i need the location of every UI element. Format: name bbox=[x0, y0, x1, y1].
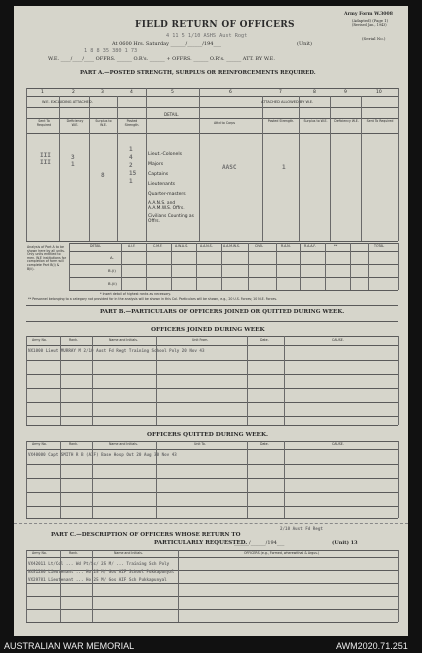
rule bbox=[26, 506, 398, 507]
rule bbox=[398, 336, 399, 425]
rule bbox=[276, 243, 277, 290]
we-line: W.E. ____/____/____ OFFRS. ______ O.R's. ______ + OFFRS. ______ O.R's. ______ ATT. BY W.E. bbox=[48, 56, 275, 62]
rule bbox=[325, 243, 326, 290]
part-b-heading: PART B.—PARTICULARS OF OFFICERS JOINED OR QUITTED DURING WEEK. bbox=[100, 309, 345, 315]
joined-col-header: CAUSE. bbox=[332, 338, 344, 342]
joined-col-header: Army No. bbox=[32, 338, 47, 342]
rule bbox=[398, 441, 399, 518]
col-number: 4 bbox=[130, 90, 133, 95]
rule bbox=[398, 550, 399, 622]
col-number: 10 bbox=[376, 90, 382, 95]
col-number: 3 bbox=[101, 90, 104, 95]
rule bbox=[26, 88, 27, 241]
quitted-col-header: CAUSE. bbox=[332, 442, 344, 446]
rule bbox=[26, 107, 398, 108]
sub-header: Posted Strength. bbox=[124, 119, 140, 127]
typed-part-c-row: NX51280 Lieutenant ... Ho 25 M/ Gos AIF School Pukkapunyal bbox=[28, 569, 175, 574]
analysis-header: CIVIL bbox=[255, 244, 264, 248]
rule bbox=[121, 243, 122, 290]
rule bbox=[368, 243, 369, 290]
rule bbox=[26, 416, 398, 417]
rule bbox=[248, 243, 249, 290]
sub-header: Deficiency W.E. bbox=[334, 119, 359, 123]
sub-header: Deficiency W.E. bbox=[66, 119, 84, 127]
rule bbox=[26, 241, 398, 242]
rule bbox=[26, 345, 398, 346]
rule bbox=[262, 96, 263, 241]
rank-label: Majors bbox=[148, 162, 164, 167]
analysis-row-label: B.(i) bbox=[108, 268, 116, 273]
unit-label: (Unit) bbox=[297, 41, 312, 47]
rule bbox=[89, 96, 90, 241]
rule bbox=[26, 88, 398, 89]
typed-part-a-col6: AASC bbox=[222, 164, 237, 171]
date-line: At 0600 Hrs. Saturday ______/______/194___ bbox=[112, 41, 221, 47]
rule bbox=[26, 441, 27, 518]
typed-part-c-row: VX42011 Lt/Col ... Wd Pt/Sc/ 25 M/ ... Training Sch Poly bbox=[28, 561, 170, 566]
rank-label: Lieutenants bbox=[148, 182, 176, 187]
form-sheet bbox=[14, 6, 408, 636]
rule bbox=[299, 96, 300, 241]
rule bbox=[26, 583, 398, 584]
typed-part-a-col4: 1 4 2 15 1 bbox=[129, 146, 137, 185]
analysis-row-label: A. bbox=[110, 255, 114, 260]
analysis-header: C.M.F. bbox=[153, 244, 163, 248]
quitted-col-header: Date. bbox=[260, 442, 269, 446]
col-number: 2 bbox=[72, 90, 75, 95]
rule bbox=[196, 243, 197, 290]
part-c-sub: PARTICULARLY REQUESTED. bbox=[154, 540, 248, 546]
rule bbox=[69, 251, 398, 252]
rule bbox=[26, 518, 398, 519]
serial-label: (Serial No.) bbox=[362, 36, 386, 41]
joined-col-header: Date. bbox=[260, 338, 269, 342]
joined-col-header: Rank. bbox=[69, 338, 78, 342]
rule bbox=[284, 336, 285, 425]
rule bbox=[26, 321, 398, 322]
part-c-col-header: Army No. bbox=[32, 551, 47, 555]
rule bbox=[284, 441, 285, 518]
rule bbox=[178, 550, 179, 622]
attached-label: ATTACHED ALLOWED BY W.E. bbox=[261, 100, 314, 104]
rule bbox=[398, 88, 399, 241]
rule bbox=[26, 492, 398, 493]
rule bbox=[26, 478, 398, 479]
joined-col-header: Unit From. bbox=[192, 338, 209, 342]
rule bbox=[69, 264, 398, 265]
rule bbox=[247, 336, 248, 425]
rule bbox=[199, 88, 200, 241]
sub-header: Sent To Required bbox=[366, 119, 394, 123]
fold-line bbox=[14, 523, 408, 524]
col-number: 7 bbox=[279, 90, 282, 95]
rule bbox=[398, 243, 399, 290]
analysis-row-label: B.(ii) bbox=[108, 281, 117, 286]
rank-label: A.A.N.S. and A.A.M.W.S. Offrs. bbox=[148, 201, 185, 211]
rule bbox=[26, 336, 27, 425]
detail-label: DETAIL. bbox=[164, 112, 180, 117]
rule bbox=[26, 449, 398, 450]
rule bbox=[26, 402, 398, 403]
rule bbox=[26, 336, 398, 337]
rule bbox=[26, 305, 398, 306]
joined-heading: OFFICERS JOINED DURING WEEK bbox=[151, 327, 265, 333]
rule bbox=[69, 277, 398, 278]
analysis-header: A.A.M.W.S. bbox=[223, 244, 240, 248]
sub-header: Attd to Corps bbox=[214, 121, 236, 125]
rule bbox=[330, 96, 331, 241]
typed-part-c-row: VX29781 Lieutenant ... Ho 25 M/ Gos AIF Sch Pukkapunyal bbox=[28, 577, 167, 582]
rule bbox=[26, 96, 398, 97]
typed-quitted-row: VX40000 Capt SMITH R B (AIF) Base Hosp Out 20 Aug 30 Nov 43 bbox=[28, 452, 177, 457]
part-c-col-header: Name and Initials. bbox=[114, 551, 143, 555]
rule bbox=[26, 550, 398, 551]
rule bbox=[146, 243, 147, 290]
col-number: 6 bbox=[229, 90, 232, 95]
analysis-header: A.I.F. bbox=[128, 244, 136, 248]
rule bbox=[26, 388, 398, 389]
rule bbox=[26, 622, 398, 623]
col-number: 5 bbox=[171, 90, 174, 95]
analysis-note: Analysis of Part A to be shown here by all units. Only units entitled to men. W.E institutions for completion of form will complete Part B(i) & B(ii). bbox=[27, 245, 67, 271]
quitted-col-header: Army No. bbox=[32, 442, 47, 446]
quitted-heading: OFFICERS QUITTED DURING WEEK. bbox=[147, 432, 269, 438]
footer-institution: AUSTRALIAN WAR MEMORIAL bbox=[4, 641, 135, 651]
typed-date-line: 4 11 5 1/10 ASHS Aust Rogt bbox=[166, 33, 248, 39]
rule bbox=[26, 464, 398, 465]
we-excl-label: W.E. EXCLUDING ATTACHED. bbox=[42, 100, 93, 104]
rule bbox=[26, 360, 398, 361]
col-number: 8 bbox=[313, 90, 316, 95]
rule bbox=[26, 425, 398, 426]
rule bbox=[26, 550, 27, 622]
typed-part-a-col7: 1 bbox=[282, 164, 286, 171]
sub-header: Sent To Required bbox=[36, 119, 52, 127]
part-c-col-header: OFFICERS (e.g., Formed, wherewithal & Argus.) bbox=[244, 551, 320, 555]
analysis-header: A.W.A.S. bbox=[175, 244, 189, 248]
part-c-heading: PART C.—DESCRIPTION OF OFFICERS WHOSE RETURN TO bbox=[51, 532, 241, 538]
rank-label: Captains bbox=[148, 172, 169, 177]
rule bbox=[26, 609, 398, 610]
rule bbox=[26, 596, 398, 597]
rule bbox=[300, 243, 301, 290]
form-title: FIELD RETURN OF OFFICERS bbox=[135, 20, 295, 30]
footnote: ** Personnel belonging to a category not provided for in the analysis will be shown in this Col. Particulars will be shown, e.g., 20 U.S. Forces; 10 N.E. Forces. bbox=[28, 297, 277, 301]
rule bbox=[117, 96, 118, 241]
form-number-adapted: (Adapted) (Page 1) bbox=[352, 18, 389, 23]
analysis-header: ** bbox=[334, 244, 338, 248]
typed-part-c-stamp: 2/10 Aust Fd Regt bbox=[280, 526, 323, 531]
col-number: 1 bbox=[41, 90, 44, 95]
rule bbox=[350, 243, 351, 290]
rule bbox=[26, 374, 398, 375]
analysis-header: A.A.N.S. bbox=[200, 244, 213, 248]
quitted-col-header: Name and Initials. bbox=[109, 442, 138, 446]
typed-part-a-col1: III III bbox=[40, 152, 51, 166]
analysis-header: R.A.N. bbox=[281, 244, 291, 248]
rule bbox=[361, 96, 362, 241]
joined-col-header: Name and Initials. bbox=[109, 338, 138, 342]
rule bbox=[59, 96, 60, 241]
typed-part-a-col2: 3 1 bbox=[71, 154, 75, 168]
quitted-col-header: Unit To. bbox=[194, 442, 206, 446]
part-c-col-header: Rank. bbox=[69, 551, 78, 555]
rule bbox=[171, 243, 172, 290]
rule bbox=[146, 88, 147, 241]
footnote: * Insert detail of highest ranks as necessary. bbox=[100, 292, 171, 296]
rank-label: Quarter-masters bbox=[148, 192, 186, 197]
analysis-header: R.A.A.F. bbox=[304, 244, 316, 248]
typed-part-a-col3: 8 bbox=[101, 172, 105, 179]
footer-accession-number: AWM2020.71.251 bbox=[336, 641, 408, 651]
part-a-heading: PART A.—POSTED STRENGTH, SURPLUS OR REINFORCEMENTS REQUIRED. bbox=[80, 70, 316, 76]
quitted-col-header: Rank. bbox=[69, 442, 78, 446]
sub-header: Posted Strength. bbox=[267, 119, 295, 123]
part-c-unit: (Unit) 13 bbox=[332, 540, 358, 546]
rule bbox=[247, 441, 248, 518]
rule bbox=[26, 557, 398, 558]
archive-footer bbox=[0, 640, 422, 653]
sub-header: Surplus to W.E. bbox=[95, 119, 112, 127]
rank-label: Lieut.-Colonels bbox=[148, 152, 183, 157]
part-c-date: ______/______/194___ bbox=[234, 540, 285, 546]
typed-joined-row: NX1000 Lieut MURRAY M 2/10 Aust Fd Regt Training School Poly 20 Nov 43 bbox=[28, 348, 205, 353]
rank-label: Civilians Counting as Offrs. bbox=[148, 214, 194, 224]
rule bbox=[69, 243, 70, 290]
form-number-revised: (Revised Jan., 1943) bbox=[352, 23, 387, 27]
form-number: Army Form W.3008 bbox=[344, 12, 393, 17]
typed-we-line: 1 8 8 35 380 1 73 bbox=[84, 48, 138, 54]
col-number: 9 bbox=[344, 90, 347, 95]
analysis-header: DETAIL bbox=[90, 244, 102, 248]
analysis-header: TOTAL bbox=[374, 244, 385, 248]
rule bbox=[221, 243, 222, 290]
sub-header: Surplus to W.E. bbox=[303, 119, 328, 123]
rule bbox=[69, 290, 398, 291]
rule bbox=[26, 133, 398, 134]
